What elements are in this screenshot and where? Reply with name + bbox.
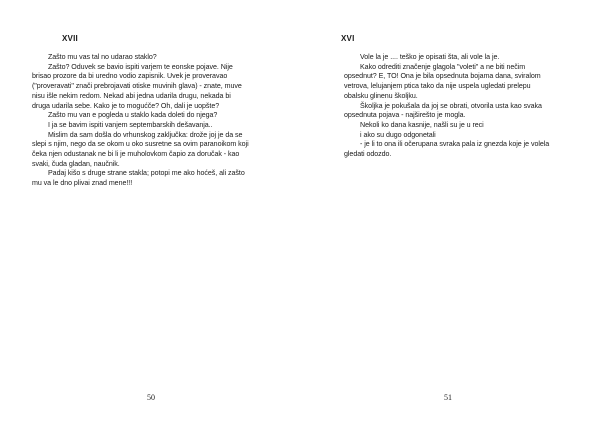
- text-line: - je li to ona ili očerupana svraka pala iz gnezda koje je volela: [360, 140, 550, 149]
- chapter-heading: XVI: [341, 34, 355, 43]
- text-line: Mislim da sam došla do vrhunskog zaključka: drože joj je da se: [48, 130, 243, 139]
- text-line: slepi s njim, nego da se okom u oko susretne sa ovim paranoikom koji: [32, 140, 249, 149]
- text-line: Zašto mu van e pogleda u staklo kada doleti do njega?: [48, 111, 218, 120]
- page-number: 50: [147, 393, 155, 402]
- text-line: Školjka je pokušala da joj se obrati, otvorila usta kao svaka: [360, 101, 542, 110]
- text-line: Zašto mu vas tal no udarao staklo?: [48, 53, 157, 61]
- text-line: obalsku glinenu školjku.: [344, 91, 418, 100]
- text-line: opsednut? E, TO! Ona je bila opsednuta bojama dana, sviralom: [344, 72, 541, 81]
- text-line: brisao prozore da bi uredno vodio zapisnik. Uvek je proveravao: [32, 72, 228, 81]
- text-line: Vole la je .... teško je opisati šta, ali vole la je.: [360, 53, 500, 61]
- text-line: čeka njen odustanak ne bi li je muholovkom čapio za doručak - kao: [32, 150, 240, 159]
- text-line: Kako odrediti značenje glagola "voleti" a ne biti nečim: [360, 62, 526, 71]
- text-line: opsednuta pojava - najširešto je mogla.: [344, 111, 466, 120]
- page-number: 51: [444, 393, 452, 402]
- text-line: i ako su dugo odgonetali: [360, 130, 436, 139]
- text-line: gledati odozdo.: [344, 150, 392, 159]
- text-line: ("proveravati" znači prebrojavati otiske muvinih glava) - znate, muve: [32, 82, 242, 91]
- text-line: vetrova, lelujanjem ptica tako da nije uspela ugledati prelepu: [344, 82, 531, 91]
- text-line: nisu išle nekim redom. Nekad abi jedna udarila drugu, nekada bi: [32, 91, 231, 100]
- text-line: mu va le dno plivai znad mene!!!: [32, 179, 133, 188]
- text-line: Padaj kišo s druge strane stakla; potopi me ako hoćeš, ali zašto: [48, 169, 245, 178]
- chapter-text: [344, 53, 584, 160]
- chapter-heading: XVII: [62, 34, 78, 43]
- text-line: I ja se bavim ispiti vanjem septembarskih dešavanja..: [48, 120, 213, 129]
- right-page: [300, 0, 600, 428]
- text-line: Zašto? Oduvek se bavio ispiti varjem te eonske pojave. Nije: [48, 62, 233, 71]
- text-line: Nekoli ko dana kasnije, našli su je u reci: [360, 120, 484, 129]
- text-line: svaki, čuda gladan, naučnik.: [32, 159, 120, 168]
- text-line: druga udarila sebe. Kako je to mogućče? Oh, dali je uopšte?: [32, 101, 220, 110]
- chapter-text: [32, 53, 272, 189]
